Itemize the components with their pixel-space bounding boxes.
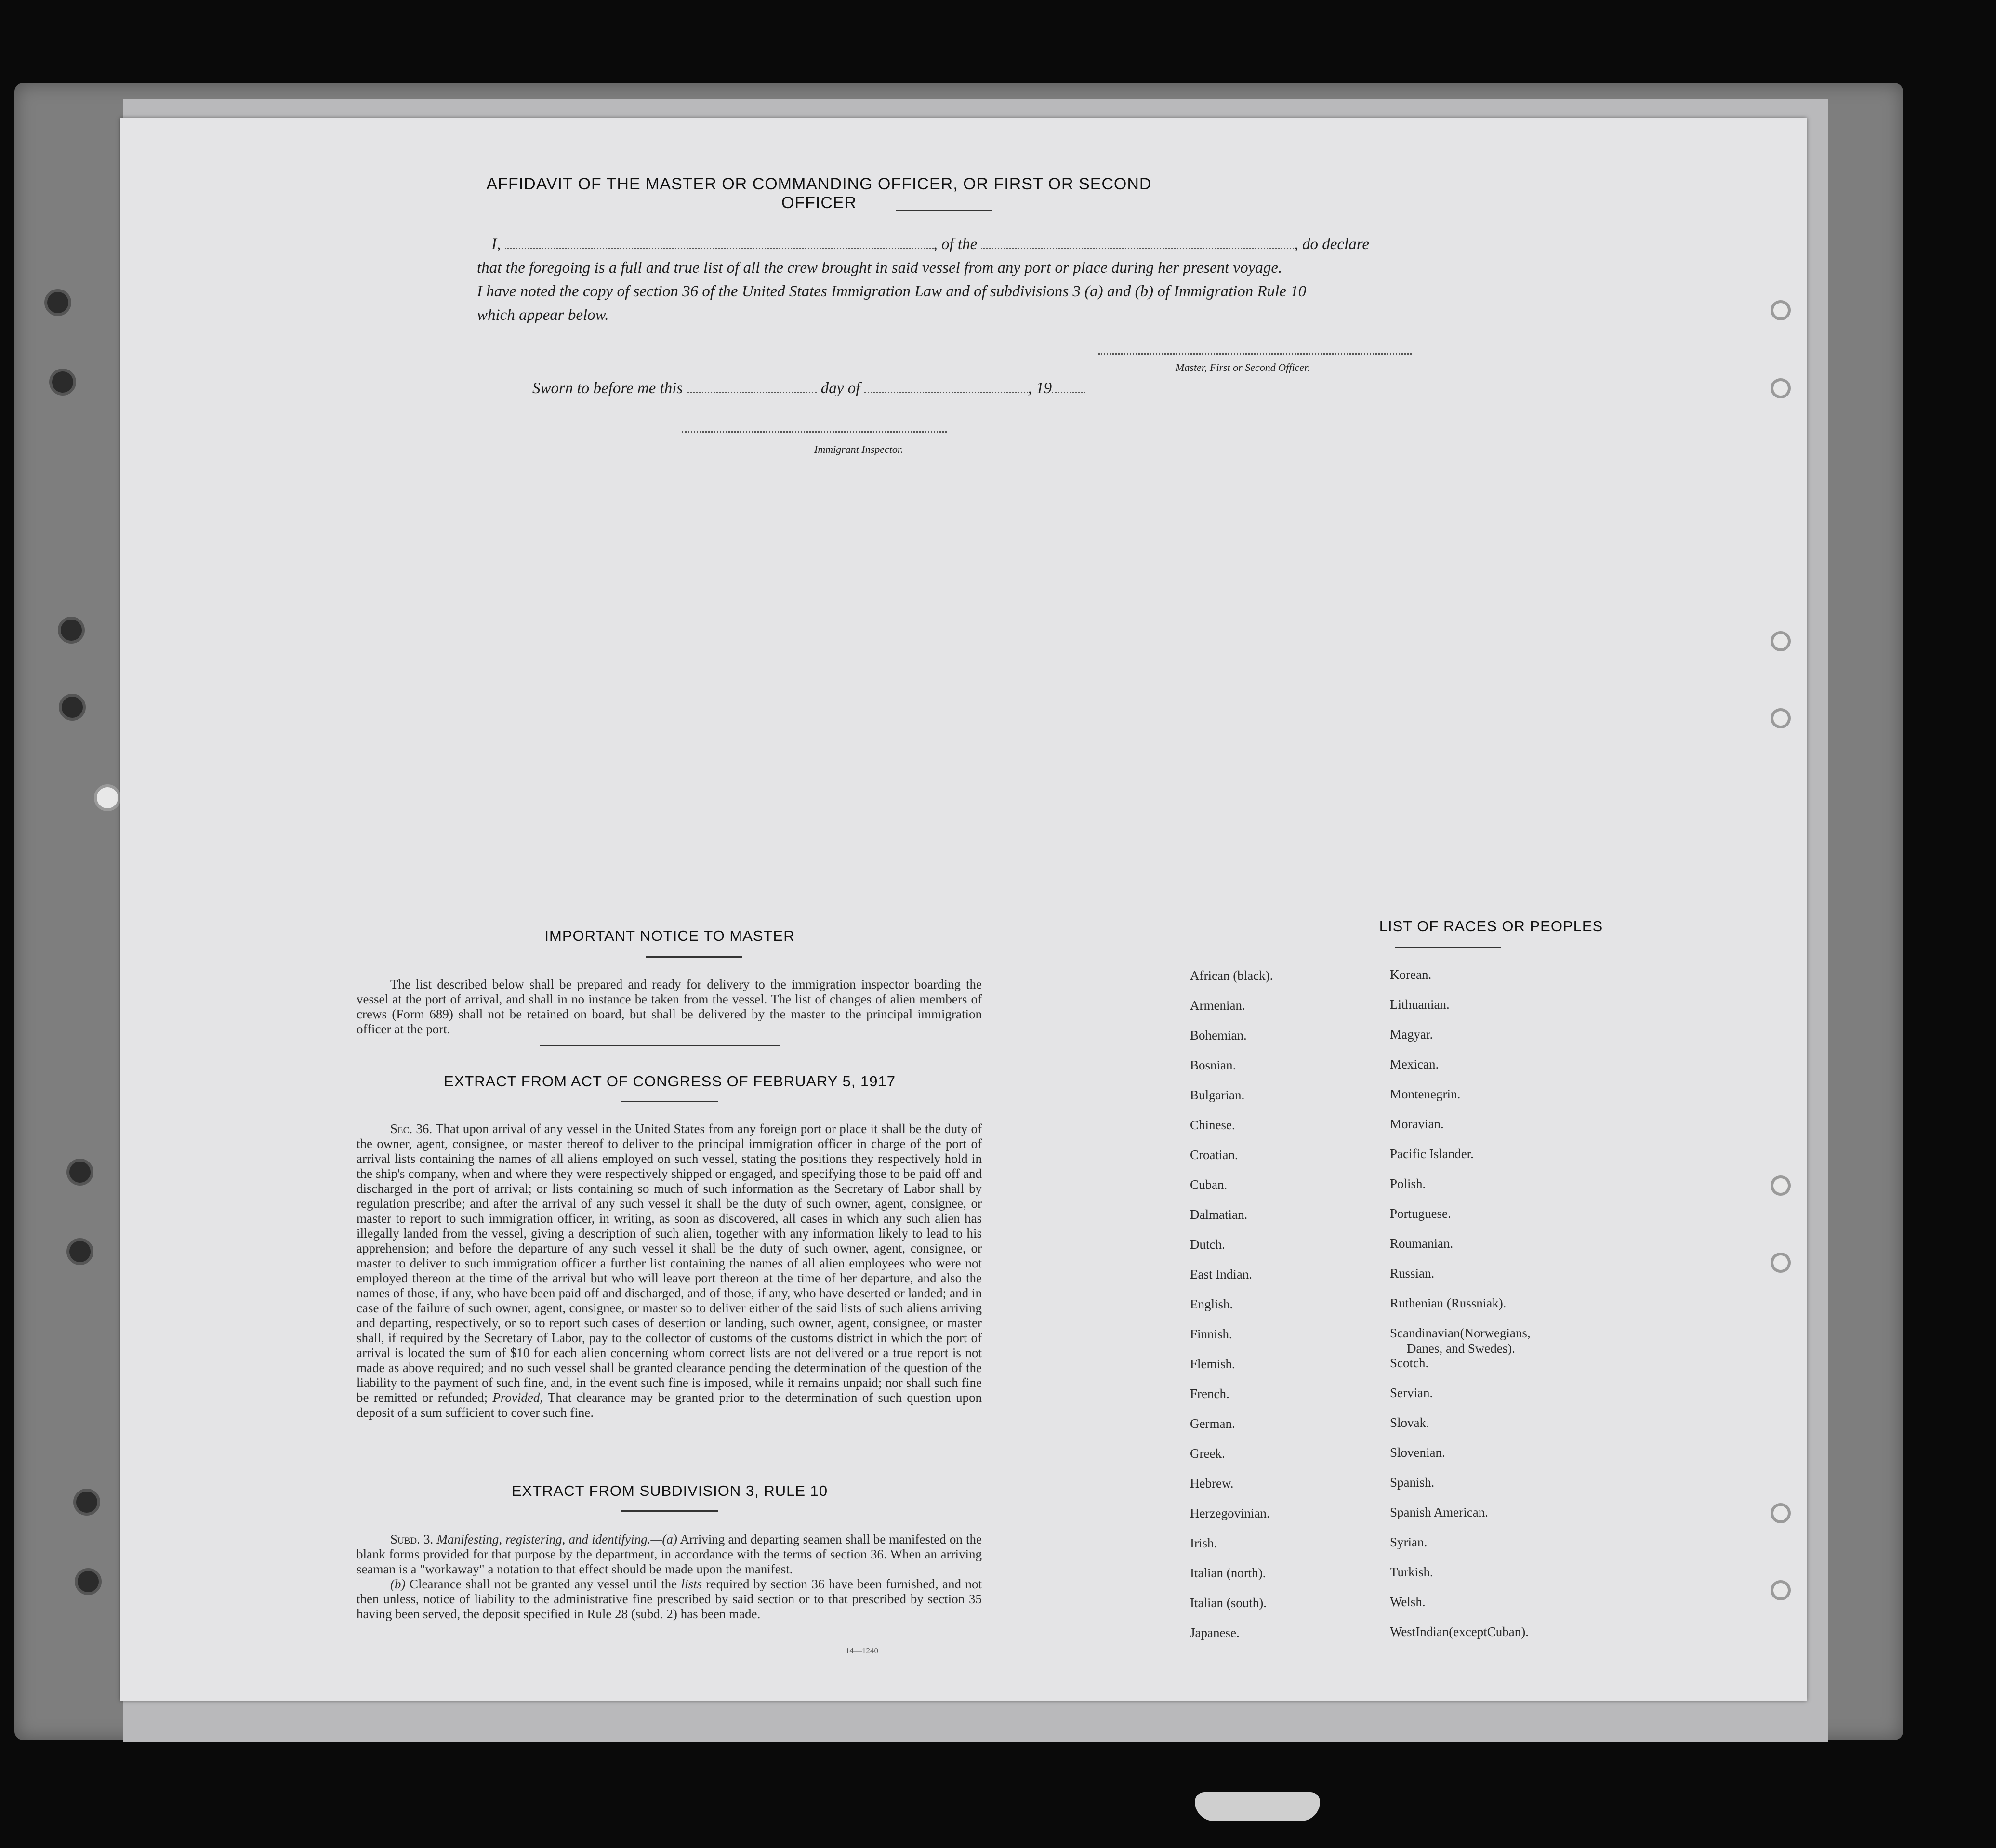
race-item: Magyar. [1390, 1027, 1433, 1042]
race-item: Scandinavian(Norwegians, [1390, 1326, 1531, 1340]
subd-text-b1: Clearance shall not be granted any vessel until the [409, 1577, 677, 1591]
act-extract-text [357, 1122, 982, 1420]
race-item: Herzegovinian. [1190, 1506, 1270, 1520]
sworn-year-prefix: , 19 [1028, 380, 1052, 397]
race-item: German. [1190, 1416, 1235, 1431]
affidavit-of-the: , of the [933, 236, 978, 253]
page-hole [1771, 1580, 1791, 1600]
race-item: Korean. [1390, 967, 1432, 982]
race-item: WestIndian(exceptCuban). [1390, 1624, 1529, 1639]
races-title: LIST OF RACES OR PEOPLES [1379, 918, 1603, 935]
sworn-prefix: Sworn to before me this [532, 380, 683, 397]
race-item: Lithuanian. [1390, 997, 1450, 1012]
section-divider [540, 1045, 780, 1046]
race-item: Spanish American. [1390, 1505, 1488, 1519]
binder-hole [66, 1238, 93, 1265]
race-item: Polish. [1390, 1176, 1426, 1191]
race-item: Dutch. [1190, 1237, 1225, 1252]
race-item: French. [1190, 1386, 1229, 1401]
page-hole [1771, 1503, 1791, 1523]
race-item: Servian. [1390, 1386, 1433, 1400]
race-item: Flemish. [1190, 1357, 1235, 1371]
affidavit-line4: which appear below. [477, 306, 609, 324]
affidavit-i: I, [491, 236, 501, 253]
binder-hole [44, 289, 71, 316]
rule-extract-title: EXTRACT FROM SUBDIVISION 3, RULE 10 [511, 1482, 828, 1499]
race-item: Italian (north). [1190, 1566, 1266, 1580]
race-item: Bulgarian. [1190, 1088, 1245, 1102]
page-hole [1771, 300, 1791, 320]
page-hole [1771, 378, 1791, 398]
race-item: Russian. [1390, 1266, 1435, 1280]
subd-text-b2: required by section 36 have been furnished, and not then unless, notice of liability to the administrative fine prescribed by said section or to that prescribed by section 35 having been served, the deposit specified in Rule 28 (subd. 2) has been made. [357, 1577, 982, 1621]
race-item: Finnish. [1190, 1327, 1232, 1341]
notice-title: IMPORTANT NOTICE TO MASTER [544, 927, 795, 944]
affidavit-title: AFFIDAVIT OF THE MASTER OR COMMANDING OFFICER, OR FIRST OR SECOND OFFICER [486, 175, 1152, 212]
sworn-year-field[interactable] [1052, 392, 1085, 393]
sworn-month-field[interactable] [864, 392, 1028, 393]
race-item: Pacific Islander. [1390, 1147, 1474, 1161]
race-item: Chinese. [1190, 1118, 1235, 1132]
binder-hole [59, 694, 86, 721]
race-item: Hebrew. [1190, 1476, 1234, 1491]
affidavit-line2: that the foregoing is a full and true list of all the crew brought in said vessel from any port or place during her present voyage. [477, 259, 1282, 277]
affidavit-line3: I have noted the copy of section 36 of the United States Immigration Law and of subdivisions 3 (a) and (b) of Immigration Rule 10 [477, 283, 1307, 300]
binder-hole [94, 784, 121, 811]
provided-word: Provided, [492, 1390, 543, 1405]
page-hole [1771, 708, 1791, 728]
race-item: Cuban. [1190, 1177, 1228, 1192]
race-item: Portuguese. [1390, 1206, 1451, 1221]
binder-hole [75, 1568, 102, 1595]
races-rule [1395, 947, 1501, 948]
page-hole [1771, 631, 1791, 651]
act-rule [621, 1101, 718, 1102]
page-hole [1771, 1175, 1791, 1196]
race-item: East Indian. [1190, 1267, 1252, 1281]
master-signature-line[interactable] [1098, 353, 1412, 355]
race-item: Greek. [1190, 1446, 1225, 1461]
inspector-signature-line[interactable] [682, 431, 947, 433]
race-item: Slovenian. [1390, 1445, 1445, 1460]
form-number: 14—1240 [846, 1646, 878, 1655]
sworn-day-of: day of [820, 380, 860, 397]
race-item-continued: Danes, and Swedes). [1407, 1341, 1515, 1356]
subd-label: Subd. 3. [390, 1532, 434, 1546]
race-item: Roumanian. [1390, 1236, 1454, 1251]
title-rule [896, 210, 992, 211]
binder-hole [66, 1159, 93, 1186]
document-page [120, 118, 1807, 1701]
race-item: African (black). [1190, 968, 1273, 983]
inspector-label: Immigrant Inspector. [814, 443, 903, 455]
binder-hole [49, 369, 76, 396]
lists-word: lists [681, 1577, 702, 1591]
page-hole [1771, 1253, 1791, 1273]
subd-heading: Manifesting, registering, and identifying.—(a) [436, 1532, 677, 1546]
race-item: Irish. [1190, 1536, 1217, 1550]
race-item: Scotch. [1390, 1356, 1429, 1370]
binder-hole [73, 1489, 100, 1516]
race-item: Armenian. [1190, 998, 1245, 1013]
race-item: Ruthenian (Russniak). [1390, 1296, 1507, 1310]
name-field[interactable] [505, 248, 934, 249]
sec-36-text-end: That clearance may be granted prior to the determination of such question upon deposit of a sum sufficient to cover such fine. [357, 1390, 982, 1420]
race-item: Japanese. [1190, 1625, 1240, 1640]
binder-tab [1195, 1792, 1320, 1821]
race-item: Dalmatian. [1190, 1207, 1248, 1222]
vessel-field[interactable] [981, 248, 1294, 249]
race-item: Spanish. [1390, 1475, 1435, 1490]
race-item: Mexican. [1390, 1057, 1439, 1071]
race-item: Welsh. [1390, 1595, 1426, 1609]
affidavit-declaration [477, 233, 1547, 327]
race-item: Moravian. [1390, 1117, 1444, 1131]
sec-label: Sec. 36. [390, 1122, 433, 1136]
subd-text-a: Arriving and departing seamen shall be manifested on the blank forms provided for that purpose by the department, in accordance with the terms of section 36. When an arriving seaman is a "workaway" a notation to that effect should be made upon the manifest. [357, 1532, 982, 1576]
race-item: Bohemian. [1190, 1028, 1247, 1043]
master-signature-label: Master, First or Second Officer. [1176, 361, 1310, 373]
race-item: Montenegrin. [1390, 1087, 1461, 1101]
race-item: Bosnian. [1190, 1058, 1236, 1072]
rule-extract-text [357, 1532, 982, 1622]
race-item: Turkish. [1390, 1565, 1433, 1579]
sec-36-text: That upon arrival of any vessel in the United States from any foreign port or place it shall be the duty of the owner, agent, consignee, or master thereof to deliver to the principal immigration officer in charge of the port of arrival lists containing the names of all aliens employed on such vessel, stating the positions they respectively hold in the ship's company, when and where they were respectively shipped or engaged, and specifying those to be paid off and discharged in the port of arrival; or lists containing so much of such information as the Secretary of Labor shall by regulation prescribe; and after the arrival of any such vessel it shall be the duty of such owner, agent, consignee, or master to report to such immigration officer, in writing, as soon as discovered, all cases in which any such alien has illegally landed from the vessel, giving a description of such alien, together with any information likely to lead to his apprehension; and before the departure of any such vessel it shall be the duty of such owner, agent, consignee, or master to deliver to such immigration officer a further list containing the names of all alien employees who were not employed thereon at the time of the arrival but who will leave port thereon at the time of her departure, and also the names of those, if any, who have been paid off and discharged, and of those, if any, who have deserted or landed; and in case of the failure of such owner, agent, consignee, or master so to deliver either of the said lists of such aliens arriving and departing, respectively, or so to report such cases of desertion or landing, such owner, agent, consignee, or master shall, if required by the Secretary of Labor, pay to the collector of customs of the customs district in which the port of arrival is located the sum of $10 for each alien concerning whom correct lists are not delivered or a true report is not made as above required; and no such vessel shall be granted clearance pending the determination of the question of the liability to the payment of such fine, and, in the event such fine is imposed, while it remains unpaid; nor shall such fine be remitted or refunded; [357, 1122, 982, 1405]
sworn-line [532, 377, 1207, 400]
b-label: (b) [390, 1577, 406, 1591]
race-item: Slovak. [1390, 1415, 1429, 1430]
race-item: Italian (south). [1190, 1596, 1267, 1610]
race-item: Syrian. [1390, 1535, 1428, 1549]
race-item: Croatian. [1190, 1148, 1238, 1162]
notice-text: The list described below shall be prepared and ready for delivery to the immigration inspector boarding the vessel at the port of arrival, and shall in no instance be taken from the vessel. The list of changes of alien members of crews (Form 689) shall not be retained on board, but shall be delivered by the master to the principal immigration officer at the port. [357, 977, 982, 1036]
affidavit-declare: , do declare [1294, 236, 1369, 253]
sworn-day-field[interactable] [687, 392, 817, 393]
race-item: English. [1190, 1297, 1233, 1311]
act-extract-title: EXTRACT FROM ACT OF CONGRESS OF FEBRUARY 5, 1917 [443, 1073, 896, 1090]
notice-rule [646, 956, 742, 958]
rule-extract-rule [621, 1510, 718, 1512]
binder-hole [58, 617, 85, 644]
